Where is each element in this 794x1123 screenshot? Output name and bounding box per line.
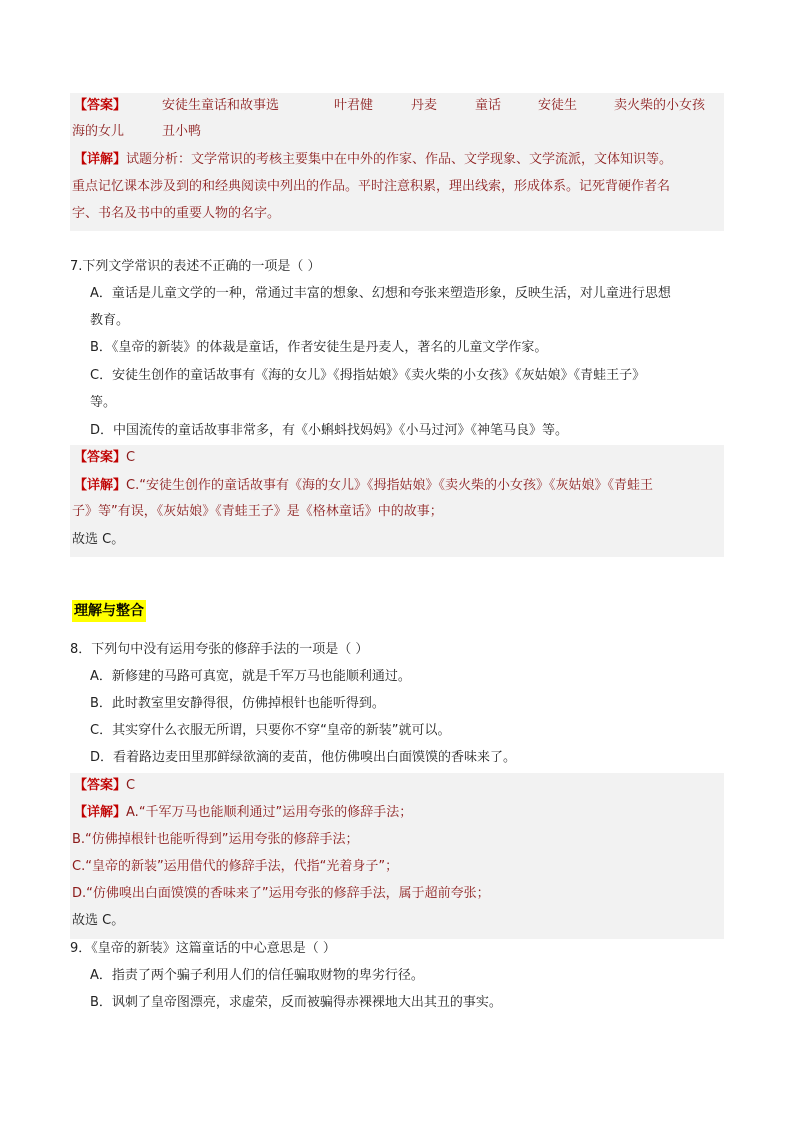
q8-detail-line: 【详解】A.“千军万马也能顺利通过”运用夸张的修辞手法； — [74, 805, 413, 820]
q6-answer-item: 叶君健 — [334, 98, 374, 113]
q7-detail-line: 子》等”有误，《灰姑娘》《青蛙王子》是《格林童话》中的故事； — [72, 504, 443, 519]
q7-option-a-cont: 教育。 — [90, 313, 130, 328]
q9-option-b: B．讽刺了皇帝图漂亮，求虚荣，反而被骗得赤裸裸地大出其丑的事实。 — [90, 995, 502, 1010]
q6-answer-item: 海的女儿 — [72, 124, 125, 139]
q6-answer-item: 安徒生童话和故事选 — [162, 98, 280, 113]
q6-answer-tag: 【答案】 — [74, 98, 127, 113]
q8-detail-line: C.“皇帝的新装”运用借代的修辞手法，代指“光着身子”； — [72, 859, 399, 874]
q7-answer: 【答案】C — [74, 450, 136, 465]
q7-detail-line: 【详解】C.“安徒生创作的童话故事有《海的女儿》《拇指姑娘》《卖火柴的小女孩》《灰姑娘》《青蛙王 — [74, 478, 653, 493]
q8-answer-block — [70, 773, 724, 939]
q8-option-b: B．此时教室里安静得很，仿佛掉根针也能听得到。 — [90, 696, 385, 711]
q8-detail-line: D.“仿佛嗅出白面馍馍的香味来了”运用夸张的修辞手法，属于超前夸张； — [72, 886, 490, 901]
q7-stem: 7.下列文学常识的表述不正确的一项是（ ） — [70, 259, 321, 274]
q6-answer-item: 安徒生 — [538, 98, 578, 113]
q6-detail-line: 字、书名及书中的重要人物的名字。 — [72, 206, 281, 221]
q8-detail-line: 故选 C。 — [72, 913, 125, 928]
q8-option-d: D．看着路边麦田里那鲜绿欲滴的麦苗，他仿佛嗅出白面馍馍的香味来了。 — [90, 750, 517, 765]
q7-option-d: D．中国流传的童话故事非常多，有《小蝌蚪找妈妈》《小马过河》《神笔马良》等。 — [90, 423, 569, 438]
q8-answer: 【答案】C — [74, 778, 136, 793]
q7-option-c-cont: 等。 — [90, 395, 117, 410]
section-title: 理解与整合 — [72, 600, 146, 622]
q6-answer-item: 童话 — [475, 98, 502, 113]
q9-stem: 9．《皇帝的新装》这篇童话的中心意思是（ ） — [70, 941, 336, 956]
q8-stem: 8．下列句中没有运用夸张的修辞手法的一项是（ ） — [70, 642, 369, 657]
q7-option-c: C．安徒生创作的童话故事有《海的女儿》《拇指姑娘》《卖火柴的小女孩》《灰姑娘》《青蛙王子》 — [90, 368, 646, 383]
q7-option-b: B．《皇帝的新装》的体裁是童话，作者安徒生是丹麦人，著名的儿童文学作家。 — [90, 340, 548, 355]
q8-detail-line: B.“仿佛掉根针也能听得到”运用夸张的修辞手法； — [72, 832, 359, 847]
q6-answer-item: 丑小鸭 — [162, 124, 202, 139]
q9-option-a: A．指责了两个骗子利用人们的信任骗取财物的卑劣行径。 — [90, 968, 424, 983]
q8-option-a: A．新修建的马路可真宽，就是千军万马也能顺利通过。 — [90, 669, 411, 684]
q6-answer-item: 卖火柴的小女孩 — [614, 98, 706, 113]
q6-detail-line: 重点记忆课本涉及到的和经典阅读中列出的作品。平时注意积累，理出线索，形成体系。记死背硬作者名 — [72, 179, 671, 194]
q6-detail-line: 【详解】试题分析：文学常识的考核主要集中在中外的作家、作品、文学现象、文学流派，文体知识等。 — [74, 152, 673, 167]
q7-detail-line: 故选 C。 — [72, 532, 125, 547]
q6-answer-item: 丹麦 — [411, 98, 438, 113]
q7-option-a: A．童话是儿童文学的一种，常通过丰富的想象、幻想和夸张来塑造形象，反映生活，对儿童进行思想 — [90, 286, 671, 301]
q8-option-c: C．其实穿什么衣服无所谓，只要你不穿“皇帝的新装”就可以。 — [90, 723, 451, 738]
q7-answer-block — [70, 445, 724, 557]
